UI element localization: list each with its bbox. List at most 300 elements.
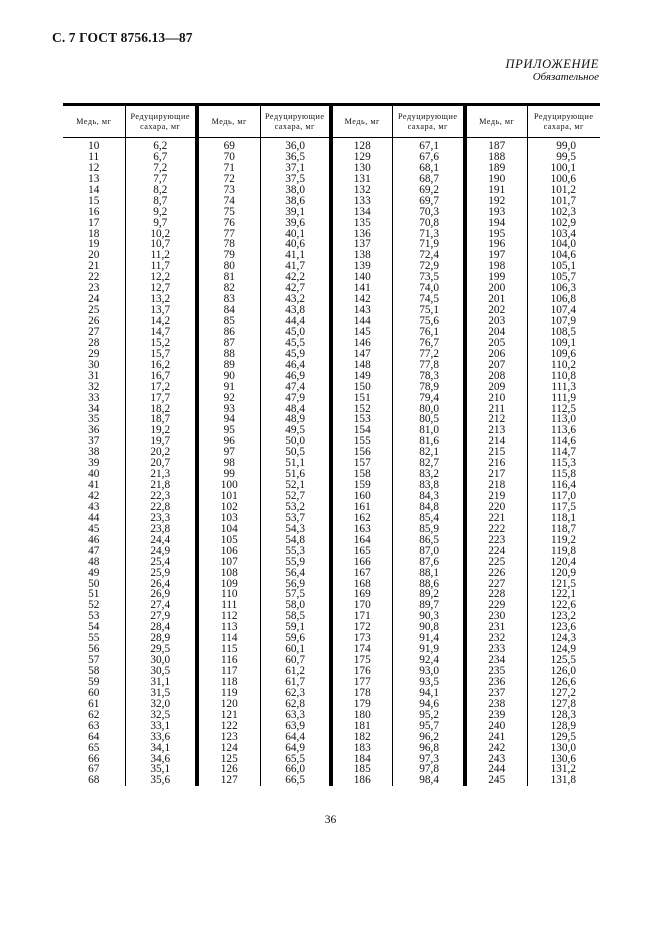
sugar-value-cell: 35,1 bbox=[125, 764, 197, 775]
copper-value-cell: 122 bbox=[197, 721, 260, 732]
copper-value-cell: 91 bbox=[197, 382, 260, 393]
copper-value-cell: 72 bbox=[197, 174, 260, 185]
sugar-value-cell: 48,4 bbox=[260, 404, 331, 415]
copper-value-cell: 80 bbox=[197, 261, 260, 272]
copper-value-cell: 221 bbox=[465, 513, 527, 524]
sugar-value-cell: 68,7 bbox=[392, 174, 465, 185]
copper-value-cell: 216 bbox=[465, 458, 527, 469]
sugar-value-cell: 41,1 bbox=[260, 250, 331, 261]
copper-value-cell: 154 bbox=[331, 425, 392, 436]
table-row bbox=[63, 535, 600, 546]
copper-value-cell: 189 bbox=[465, 163, 527, 174]
table-row bbox=[63, 732, 600, 743]
sugar-value-cell: 88,1 bbox=[392, 568, 465, 579]
copper-value-cell: 228 bbox=[465, 589, 527, 600]
sugar-value-cell: 76,1 bbox=[392, 327, 465, 338]
table-row bbox=[63, 491, 600, 502]
sugar-value-cell: 111,9 bbox=[527, 393, 600, 404]
copper-value-cell: 168 bbox=[331, 579, 392, 590]
copper-value-cell: 38 bbox=[88, 446, 100, 459]
copper-value-cell: 97 bbox=[197, 447, 260, 458]
copper-value-cell: 48 bbox=[88, 555, 100, 568]
sugar-value-cell: 77,8 bbox=[392, 360, 465, 371]
table-row bbox=[63, 138, 600, 152]
copper-value-cell: 222 bbox=[465, 524, 527, 535]
sugar-value-cell: 82,1 bbox=[392, 447, 465, 458]
sugar-value-cell: 54,3 bbox=[260, 524, 331, 535]
table-row bbox=[63, 229, 600, 240]
sugar-value-cell: 24,9 bbox=[125, 546, 197, 557]
copper-value-cell: 191 bbox=[465, 185, 527, 196]
sugar-value-cell: 69,7 bbox=[392, 196, 465, 207]
copper-value-cell: 92 bbox=[197, 393, 260, 404]
copper-value-cell: 45 bbox=[88, 522, 100, 535]
copper-value-cell: 115 bbox=[197, 644, 260, 655]
copper-value-cell: 232 bbox=[465, 633, 527, 644]
sugar-value-cell: 101,2 bbox=[527, 185, 600, 196]
copper-value-cell: 51 bbox=[88, 588, 100, 601]
sugar-value-cell: 12,2 bbox=[125, 272, 197, 283]
copper-value-cell: 137 bbox=[331, 239, 392, 250]
copper-value-cell: 163 bbox=[331, 524, 392, 535]
copper-value-cell: 194 bbox=[465, 218, 527, 229]
copper-value-cell: 150 bbox=[331, 382, 392, 393]
copper-value-cell: 27 bbox=[88, 325, 100, 338]
sugar-value-cell: 93,0 bbox=[392, 666, 465, 677]
copper-value-cell: 158 bbox=[331, 469, 392, 480]
copper-value-cell: 119 bbox=[197, 688, 260, 699]
sugar-value-cell: 68,1 bbox=[392, 163, 465, 174]
sugar-value-cell: 36,0 bbox=[260, 138, 331, 152]
sugar-value-cell: 26,4 bbox=[125, 579, 197, 590]
table-row bbox=[63, 611, 600, 622]
sugar-value-cell: 75,1 bbox=[392, 305, 465, 316]
sugar-value-cell: 38,0 bbox=[260, 185, 331, 196]
sugar-value-cell: 51,1 bbox=[260, 458, 331, 469]
sugar-value-cell: 71,9 bbox=[392, 239, 465, 250]
sugar-value-cell: 72,9 bbox=[392, 261, 465, 272]
sugar-value-cell: 111,3 bbox=[527, 382, 600, 393]
sugar-value-cell: 117,0 bbox=[527, 491, 600, 502]
sugar-value-cell: 53,2 bbox=[260, 502, 331, 513]
sugar-value-cell: 98,4 bbox=[392, 775, 465, 786]
table-row bbox=[63, 743, 600, 754]
sugar-value-cell: 67,1 bbox=[392, 138, 465, 152]
copper-value-cell: 43 bbox=[88, 500, 100, 513]
sugar-value-cell: 58,0 bbox=[260, 600, 331, 611]
sugar-value-cell: 128,3 bbox=[527, 710, 600, 721]
sugar-value-cell: 124,3 bbox=[527, 633, 600, 644]
copper-value-cell: 24 bbox=[88, 293, 100, 306]
table-row bbox=[63, 196, 600, 207]
copper-value-cell: 111 bbox=[197, 600, 260, 611]
copper-value-cell: 152 bbox=[331, 404, 392, 415]
copper-value-cell: 88 bbox=[197, 349, 260, 360]
table-row bbox=[63, 557, 600, 568]
copper-value-cell: 140 bbox=[331, 272, 392, 283]
sugar-value-cell: 119,8 bbox=[527, 546, 600, 557]
copper-value-cell: 113 bbox=[197, 622, 260, 633]
copper-value-cell: 239 bbox=[465, 710, 527, 721]
copper-value-cell: 99 bbox=[197, 469, 260, 480]
sugar-value-cell: 14,7 bbox=[125, 327, 197, 338]
sugar-value-cell: 78,3 bbox=[392, 371, 465, 382]
sugar-value-cell: 17,2 bbox=[125, 382, 197, 393]
copper-value-cell: 96 bbox=[197, 436, 260, 447]
column-header-sugar: Редуцирующие сахара, мг bbox=[260, 105, 331, 138]
sugar-value-cell: 48,9 bbox=[260, 414, 331, 425]
column-header-copper: Медь, мг bbox=[465, 105, 527, 138]
copper-value-cell: 149 bbox=[331, 371, 392, 382]
sugar-value-cell: 110,8 bbox=[527, 371, 600, 382]
copper-value-cell: 103 bbox=[197, 513, 260, 524]
sugar-value-cell: 31,1 bbox=[125, 677, 197, 688]
copper-value-cell: 121 bbox=[197, 710, 260, 721]
sugar-value-cell: 81,0 bbox=[392, 425, 465, 436]
copper-value-cell: 42 bbox=[88, 490, 100, 502]
copper-value-cell: 78 bbox=[197, 239, 260, 250]
table-row bbox=[63, 513, 600, 524]
table-row bbox=[63, 250, 600, 261]
sugar-value-cell: 96,8 bbox=[392, 743, 465, 754]
copper-value-cell: 200 bbox=[465, 283, 527, 294]
sugar-value-cell: 30,0 bbox=[125, 655, 197, 666]
copper-value-cell: 67 bbox=[88, 763, 100, 776]
sugar-value-cell: 7,2 bbox=[125, 163, 197, 174]
sugar-value-cell: 93,5 bbox=[392, 677, 465, 688]
copper-value-cell: 138 bbox=[331, 250, 392, 261]
copper-value-cell: 19 bbox=[88, 238, 100, 251]
sugar-value-cell: 127,2 bbox=[527, 688, 600, 699]
copper-value-cell: 136 bbox=[331, 229, 392, 240]
copper-value-cell: 180 bbox=[331, 710, 392, 721]
table-body bbox=[63, 138, 600, 787]
copper-value-cell: 179 bbox=[331, 699, 392, 710]
table-row bbox=[63, 316, 600, 327]
sugar-value-cell: 12,7 bbox=[125, 283, 197, 294]
sugar-value-cell: 26,9 bbox=[125, 589, 197, 600]
sugar-value-cell: 28,4 bbox=[125, 622, 197, 633]
sugar-value-cell: 95,2 bbox=[392, 710, 465, 721]
sugar-value-cell: 88,6 bbox=[392, 579, 465, 590]
sugar-value-cell: 46,9 bbox=[260, 371, 331, 382]
sugar-value-cell: 42,7 bbox=[260, 283, 331, 294]
sugar-value-cell: 91,4 bbox=[392, 633, 465, 644]
table-row bbox=[63, 666, 600, 677]
sugar-value-cell: 10,2 bbox=[125, 229, 197, 240]
copper-value-cell: 233 bbox=[465, 644, 527, 655]
sugar-value-cell: 55,9 bbox=[260, 557, 331, 568]
sugar-value-cell: 97,8 bbox=[392, 764, 465, 775]
copper-value-cell: 172 bbox=[331, 622, 392, 633]
sugar-value-cell: 105,7 bbox=[527, 272, 600, 283]
sugar-value-cell: 91,9 bbox=[392, 644, 465, 655]
sugar-value-cell: 22,3 bbox=[125, 491, 197, 502]
copper-value-cell: 13 bbox=[88, 172, 100, 185]
copper-value-cell: 58 bbox=[88, 665, 100, 677]
sugar-value-cell: 25,9 bbox=[125, 568, 197, 579]
copper-value-cell: 62 bbox=[88, 708, 100, 721]
sugar-value-cell: 106,8 bbox=[527, 294, 600, 305]
copper-value-cell: 116 bbox=[197, 655, 260, 666]
copper-value-cell: 175 bbox=[331, 655, 392, 666]
sugar-value-cell: 109,6 bbox=[527, 349, 600, 360]
column-header-copper: Медь, мг bbox=[197, 105, 260, 138]
copper-value-cell: 53 bbox=[88, 610, 100, 623]
copper-value-cell: 10 bbox=[88, 140, 100, 152]
sugar-value-cell: 56,9 bbox=[260, 579, 331, 590]
sugar-value-cell: 6,2 bbox=[125, 138, 197, 152]
sugar-value-cell: 44,4 bbox=[260, 316, 331, 327]
table-row bbox=[63, 579, 600, 590]
sugar-value-cell: 61,7 bbox=[260, 677, 331, 688]
copper-value-cell: 146 bbox=[331, 338, 392, 349]
copper-value-cell: 18 bbox=[88, 227, 100, 240]
sugar-value-cell: 85,9 bbox=[392, 524, 465, 535]
copper-value-cell: 15 bbox=[88, 194, 100, 207]
sugar-value-cell: 34,6 bbox=[125, 754, 197, 765]
sugar-value-cell: 65,5 bbox=[260, 754, 331, 765]
copper-value-cell: 144 bbox=[331, 316, 392, 327]
copper-value-cell: 25 bbox=[88, 304, 100, 317]
copper-value-cell: 244 bbox=[465, 764, 527, 775]
copper-value-cell: 223 bbox=[465, 535, 527, 546]
sugar-value-cell: 100,6 bbox=[527, 174, 600, 185]
sugar-value-cell: 27,4 bbox=[125, 600, 197, 611]
copper-value-cell: 87 bbox=[197, 338, 260, 349]
copper-value-cell: 178 bbox=[331, 688, 392, 699]
copper-value-cell: 131 bbox=[331, 174, 392, 185]
table-row bbox=[63, 677, 600, 688]
copper-value-cell: 46 bbox=[88, 533, 100, 546]
copper-value-cell: 108 bbox=[197, 568, 260, 579]
copper-value-cell: 101 bbox=[197, 491, 260, 502]
table-row bbox=[63, 327, 600, 338]
table-row bbox=[63, 568, 600, 579]
table-row bbox=[63, 589, 600, 600]
copper-value-cell: 230 bbox=[465, 611, 527, 622]
copper-value-cell: 100 bbox=[197, 480, 260, 491]
sugar-value-cell: 124,9 bbox=[527, 644, 600, 655]
table-row bbox=[63, 524, 600, 535]
copper-value-cell: 44 bbox=[88, 511, 100, 524]
sugar-value-cell: 125,5 bbox=[527, 655, 600, 666]
sugar-value-cell: 122,6 bbox=[527, 600, 600, 611]
sugar-value-cell: 16,7 bbox=[125, 371, 197, 382]
copper-value-cell: 127 bbox=[197, 775, 260, 786]
sugar-value-cell: 33,1 bbox=[125, 721, 197, 732]
sugar-value-cell: 15,2 bbox=[125, 338, 197, 349]
copper-value-cell: 142 bbox=[331, 294, 392, 305]
copper-value-cell: 184 bbox=[331, 754, 392, 765]
copper-value-cell: 236 bbox=[465, 677, 527, 688]
sugar-value-cell: 76,7 bbox=[392, 338, 465, 349]
sugar-value-cell: 14,2 bbox=[125, 316, 197, 327]
sugar-value-cell: 10,7 bbox=[125, 239, 197, 250]
table-row bbox=[63, 775, 600, 786]
table-row bbox=[63, 152, 600, 163]
sugar-value-cell: 127,8 bbox=[527, 699, 600, 710]
sugar-value-cell: 92,4 bbox=[392, 655, 465, 666]
copper-value-cell: 196 bbox=[465, 239, 527, 250]
column-header-sugar: Редуцирующие сахара, мг bbox=[527, 105, 600, 138]
copper-value-cell: 237 bbox=[465, 688, 527, 699]
sugar-value-cell: 61,2 bbox=[260, 666, 331, 677]
sugar-value-cell: 19,7 bbox=[125, 436, 197, 447]
copper-sugar-table bbox=[63, 103, 600, 786]
sugar-value-cell: 20,7 bbox=[125, 458, 197, 469]
copper-value-cell: 219 bbox=[465, 491, 527, 502]
copper-value-cell: 118 bbox=[197, 677, 260, 688]
copper-value-cell: 22 bbox=[88, 271, 100, 284]
sugar-value-cell: 51,6 bbox=[260, 469, 331, 480]
sugar-value-cell: 58,5 bbox=[260, 611, 331, 622]
copper-value-cell: 130 bbox=[331, 163, 392, 174]
table-row bbox=[63, 480, 600, 491]
sugar-value-cell: 22,8 bbox=[125, 502, 197, 513]
sugar-value-cell: 43,8 bbox=[260, 305, 331, 316]
sugar-value-cell: 36,5 bbox=[260, 152, 331, 163]
copper-value-cell: 225 bbox=[465, 557, 527, 568]
copper-value-cell: 105 bbox=[197, 535, 260, 546]
copper-value-cell: 117 bbox=[197, 666, 260, 677]
table-row bbox=[63, 163, 600, 174]
column-header-copper: Медь, мг bbox=[63, 105, 125, 138]
copper-value-cell: 159 bbox=[331, 480, 392, 491]
sugar-value-cell: 117,5 bbox=[527, 502, 600, 513]
copper-value-cell: 235 bbox=[465, 666, 527, 677]
sugar-value-cell: 122,1 bbox=[527, 589, 600, 600]
copper-value-cell: 195 bbox=[465, 229, 527, 240]
table-row bbox=[63, 436, 600, 447]
sugar-value-cell: 6,7 bbox=[125, 152, 197, 163]
sugar-value-cell: 126,0 bbox=[527, 666, 600, 677]
sugar-value-cell: 82,7 bbox=[392, 458, 465, 469]
sugar-value-cell: 32,5 bbox=[125, 710, 197, 721]
sugar-value-cell: 9,7 bbox=[125, 218, 197, 229]
sugar-value-cell: 74,5 bbox=[392, 294, 465, 305]
sugar-value-cell: 34,1 bbox=[125, 743, 197, 754]
sugar-value-cell: 52,7 bbox=[260, 491, 331, 502]
column-header-sugar: Редуцирующие сахара, мг bbox=[125, 105, 197, 138]
sugar-value-cell: 47,4 bbox=[260, 382, 331, 393]
sugar-value-cell: 95,7 bbox=[392, 721, 465, 732]
copper-value-cell: 153 bbox=[331, 414, 392, 425]
sugar-value-cell: 84,3 bbox=[392, 491, 465, 502]
sugar-value-cell: 115,8 bbox=[527, 469, 600, 480]
copper-value-cell: 76 bbox=[197, 218, 260, 229]
sugar-value-cell: 90,3 bbox=[392, 611, 465, 622]
sugar-value-cell: 63,3 bbox=[260, 710, 331, 721]
table-row bbox=[63, 721, 600, 732]
sugar-value-cell: 126,6 bbox=[527, 677, 600, 688]
sugar-value-cell: 50,0 bbox=[260, 436, 331, 447]
copper-value-cell: 211 bbox=[465, 404, 527, 415]
sugar-value-cell: 106,3 bbox=[527, 283, 600, 294]
table-row bbox=[63, 447, 600, 458]
sugar-value-cell: 62,8 bbox=[260, 699, 331, 710]
sugar-value-cell: 90,8 bbox=[392, 622, 465, 633]
table-row bbox=[63, 414, 600, 425]
sugar-value-cell: 87,6 bbox=[392, 557, 465, 568]
copper-value-cell: 60 bbox=[88, 686, 100, 699]
sugar-value-cell: 131,8 bbox=[527, 775, 600, 786]
copper-value-cell: 231 bbox=[465, 622, 527, 633]
sugar-value-cell: 45,9 bbox=[260, 349, 331, 360]
sugar-value-cell: 19,2 bbox=[125, 425, 197, 436]
copper-value-cell: 49 bbox=[88, 566, 100, 579]
copper-value-cell: 26 bbox=[88, 315, 100, 327]
sugar-value-cell: 40,6 bbox=[260, 239, 331, 250]
table-row bbox=[63, 546, 600, 557]
sugar-value-cell: 8,7 bbox=[125, 196, 197, 207]
sugar-value-cell: 81,6 bbox=[392, 436, 465, 447]
sugar-value-cell: 42,2 bbox=[260, 272, 331, 283]
sugar-value-cell: 107,9 bbox=[527, 316, 600, 327]
copper-value-cell: 224 bbox=[465, 546, 527, 557]
sugar-value-cell: 11,7 bbox=[125, 261, 197, 272]
sugar-value-cell: 24,4 bbox=[125, 535, 197, 546]
copper-value-cell: 107 bbox=[197, 557, 260, 568]
sugar-value-cell: 70,8 bbox=[392, 218, 465, 229]
table-row bbox=[63, 404, 600, 415]
sugar-value-cell: 9,2 bbox=[125, 207, 197, 218]
copper-value-cell: 135 bbox=[331, 218, 392, 229]
sugar-value-cell: 60,1 bbox=[260, 644, 331, 655]
table-row bbox=[63, 458, 600, 469]
appendix-label-block bbox=[506, 58, 599, 84]
copper-value-cell: 238 bbox=[465, 699, 527, 710]
copper-value-cell: 110 bbox=[197, 589, 260, 600]
copper-value-cell: 104 bbox=[197, 524, 260, 535]
copper-value-cell: 120 bbox=[197, 699, 260, 710]
table-row bbox=[63, 382, 600, 393]
copper-value-cell: 29 bbox=[88, 347, 100, 360]
copper-value-cell: 209 bbox=[465, 382, 527, 393]
copper-value-cell: 47 bbox=[88, 544, 100, 557]
copper-value-cell: 95 bbox=[197, 425, 260, 436]
sugar-value-cell: 55,3 bbox=[260, 546, 331, 557]
table-row bbox=[63, 710, 600, 721]
copper-value-cell: 167 bbox=[331, 568, 392, 579]
sugar-value-cell: 99,5 bbox=[527, 152, 600, 163]
sugar-value-cell: 53,7 bbox=[260, 513, 331, 524]
sugar-value-cell: 128,9 bbox=[527, 721, 600, 732]
copper-value-cell: 20 bbox=[88, 249, 100, 262]
sugar-value-cell: 27,9 bbox=[125, 611, 197, 622]
document-header: С. 7 ГОСТ 8756.13—87 bbox=[52, 30, 193, 45]
copper-value-cell: 64 bbox=[88, 730, 100, 743]
sugar-value-cell: 21,3 bbox=[125, 469, 197, 480]
copper-value-cell: 183 bbox=[331, 743, 392, 754]
copper-value-cell: 82 bbox=[197, 283, 260, 294]
sugar-value-cell: 70,3 bbox=[392, 207, 465, 218]
sugar-value-cell: 39,1 bbox=[260, 207, 331, 218]
sugar-value-cell: 123,2 bbox=[527, 611, 600, 622]
sugar-value-cell: 41,7 bbox=[260, 261, 331, 272]
copper-value-cell: 193 bbox=[465, 207, 527, 218]
copper-value-cell: 245 bbox=[465, 775, 527, 786]
sugar-value-cell: 33,6 bbox=[125, 732, 197, 743]
copper-value-cell: 208 bbox=[465, 371, 527, 382]
sugar-value-cell: 69,2 bbox=[392, 185, 465, 196]
copper-value-cell: 234 bbox=[465, 655, 527, 666]
copper-value-cell: 128 bbox=[331, 138, 392, 152]
sugar-value-cell: 23,3 bbox=[125, 513, 197, 524]
sugar-value-cell: 38,6 bbox=[260, 196, 331, 207]
copper-value-cell: 186 bbox=[331, 775, 392, 786]
copper-value-cell: 182 bbox=[331, 732, 392, 743]
